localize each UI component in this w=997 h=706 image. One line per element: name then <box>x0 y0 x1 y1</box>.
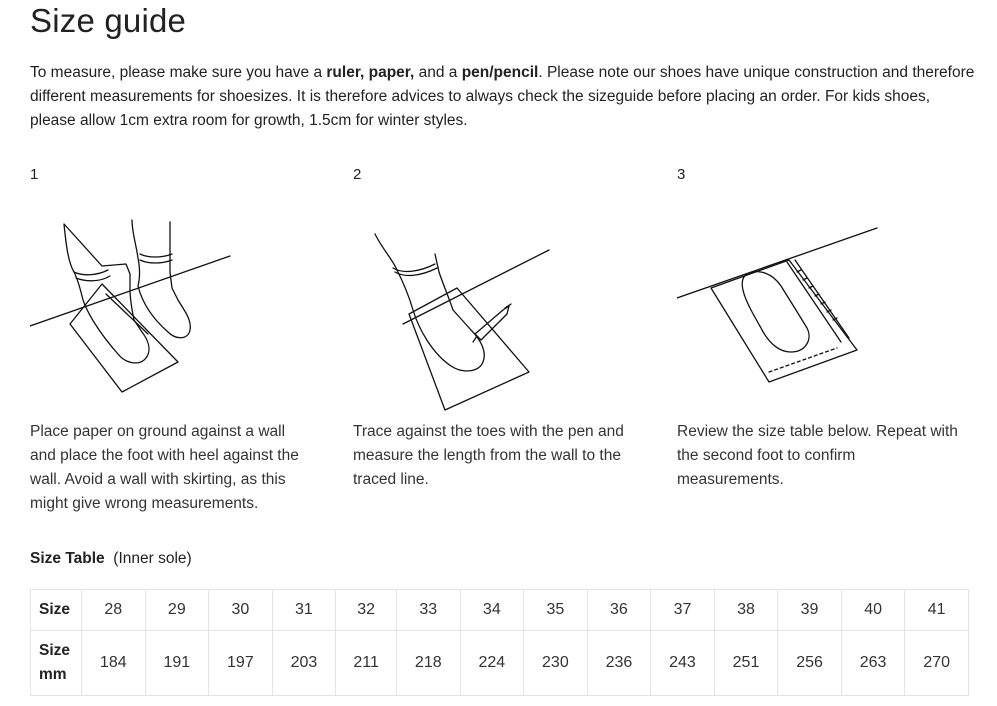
mm-row <box>31 631 969 696</box>
step-description: Trace against the toes with the pen and measure the length from the wall to the traced line. <box>353 423 624 488</box>
size-cell: 37 <box>651 590 715 631</box>
step-number: 3 <box>677 166 686 183</box>
mm-cell: 218 <box>397 631 461 696</box>
step-description: Review the size table below. Repeat with the second foot to confirm measurements. <box>677 423 958 488</box>
size-cell: 39 <box>778 590 842 631</box>
size-cell: 38 <box>714 590 778 631</box>
size-table-heading: Size Table (Inner sole) <box>30 550 192 567</box>
size-cell: 35 <box>524 590 588 631</box>
mm-cell: 184 <box>82 631 146 696</box>
feet-on-paper-illustration <box>30 214 240 409</box>
intro-text: To measure, please make sure you have a ruler, paper, and a pen/pencil. Please note our shoes have unique construction and therefore different measurements for shoesizes. It is therefore advices to always check the sizeguide before placing an order. For kids shoes, please allow 1cm extra room for growth, 1.5cm for winter styles. <box>30 64 975 129</box>
size-cell: 30 <box>209 590 273 631</box>
traced-foot-with-ruler-illustration <box>677 214 887 409</box>
mm-cell: 197 <box>209 631 273 696</box>
step-3 <box>677 166 977 488</box>
size-cell: 31 <box>272 590 336 631</box>
size-table <box>30 589 969 696</box>
mm-cell: 230 <box>524 631 588 696</box>
mm-cell: 203 <box>272 631 336 696</box>
size-cell: 36 <box>587 590 651 631</box>
size-cell: 33 <box>397 590 461 631</box>
mm-cell: 224 <box>460 631 524 696</box>
step-number: 2 <box>353 166 362 183</box>
size-cell: 28 <box>82 590 146 631</box>
size-cell: 41 <box>905 590 969 631</box>
size-cell: 34 <box>460 590 524 631</box>
mm-cell: 243 <box>651 631 715 696</box>
page-title: Size guide <box>30 2 187 39</box>
step-number: 1 <box>30 166 39 183</box>
intro-bold-tools: ruler, paper, <box>326 64 415 81</box>
size-row <box>31 590 969 631</box>
size-cell: 32 <box>336 590 397 631</box>
mm-cell: 270 <box>905 631 969 696</box>
size-row-label: Size <box>31 590 82 631</box>
mm-cell: 263 <box>841 631 905 696</box>
mm-cell: 191 <box>145 631 209 696</box>
mm-cell: 256 <box>778 631 842 696</box>
step-2 <box>353 166 653 488</box>
mm-cell: 236 <box>587 631 651 696</box>
mm-row-label: Size mm <box>31 631 82 696</box>
size-cell: 40 <box>841 590 905 631</box>
trace-foot-with-pen-illustration <box>353 214 563 419</box>
mm-cell: 211 <box>336 631 397 696</box>
step-1 <box>30 166 330 512</box>
step-description: Place paper on ground against a wall and place the foot with heel against the wall. Avoid a wall with skirting, as this might give wrong measurements. <box>30 423 299 512</box>
mm-cell: 251 <box>714 631 778 696</box>
size-cell: 29 <box>145 590 209 631</box>
intro-bold-pen: pen/pencil <box>461 64 539 81</box>
